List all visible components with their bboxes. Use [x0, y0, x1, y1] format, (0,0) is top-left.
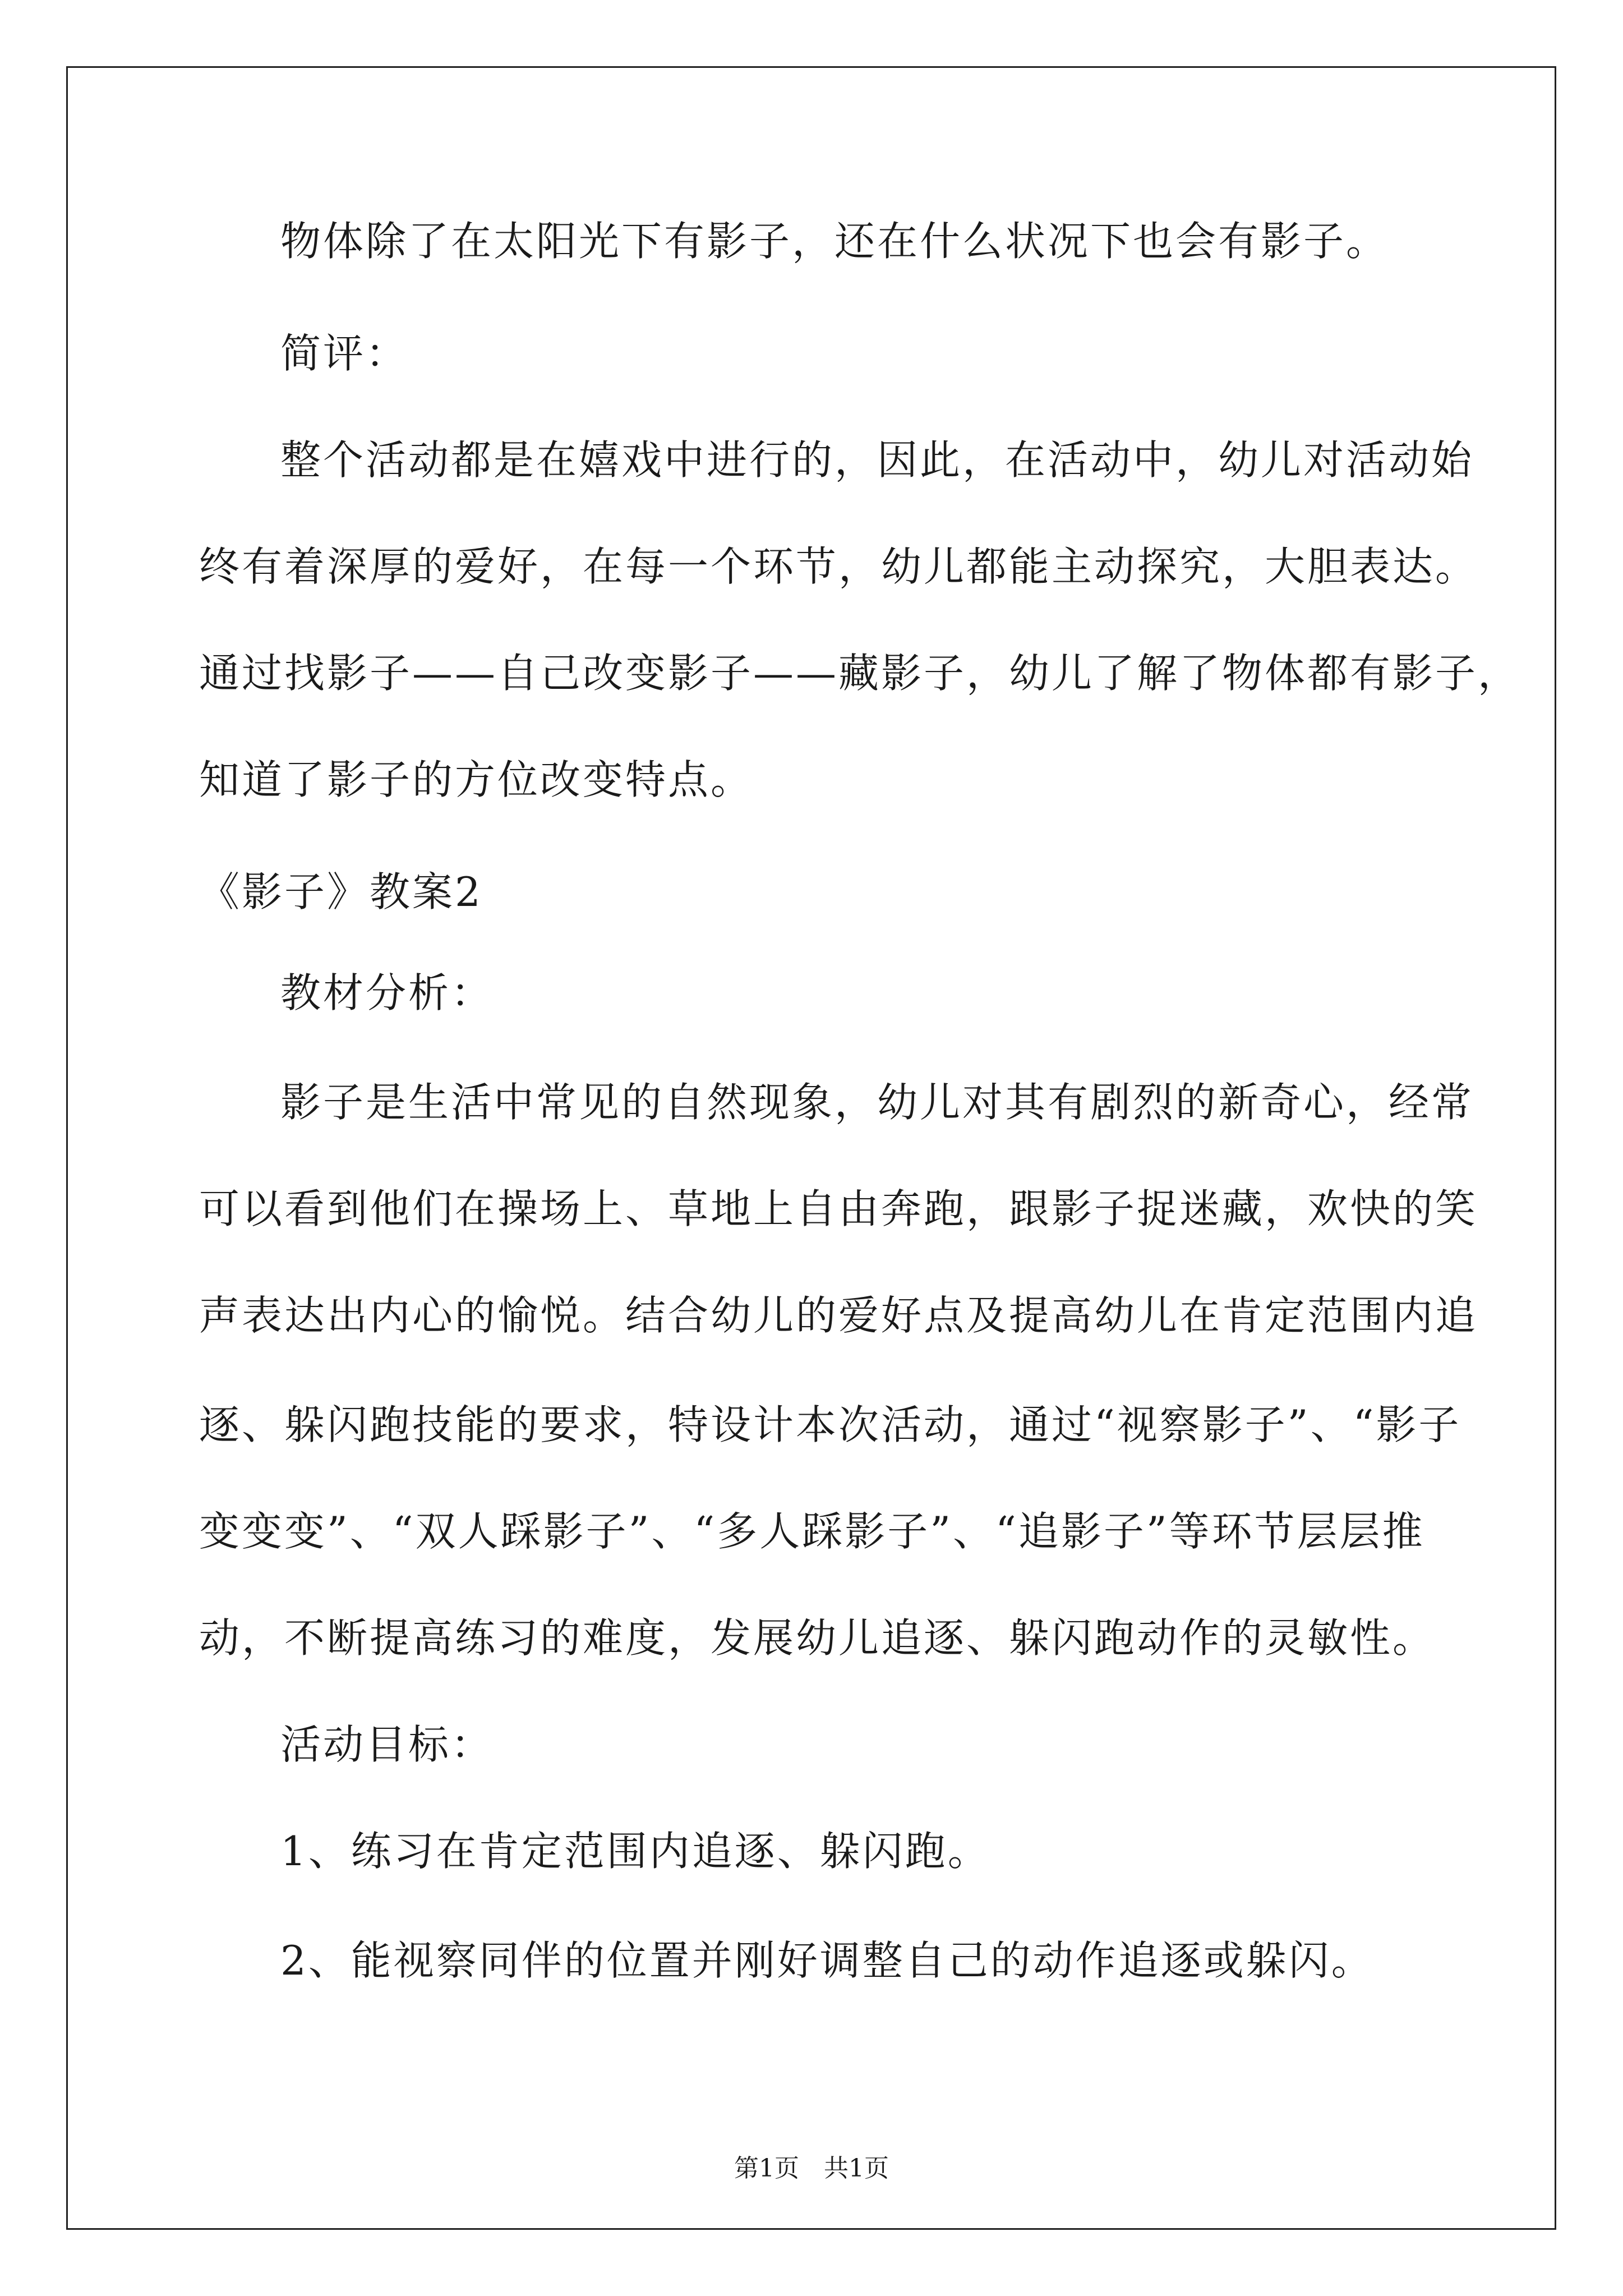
paragraph-line: 动，不断提高练习的难度，发展幼儿追逐、躲闪跑动作的灵敏性。 — [199, 1614, 1436, 1662]
paragraph-line: 影子是生活中常见的自然现象，幼儿对其有剧烈的新奇心，经常 — [280, 1079, 1474, 1126]
paragraph-line: 变变变”、“双人踩影子”、“多人踩影子”、“追影子”等环节层层推 — [199, 1508, 1425, 1555]
paragraph-line: 物体除了在太阳光下有影子，还在什么状况下也会有影子。 — [280, 218, 1389, 265]
section-heading-review: 简评： — [280, 330, 409, 377]
paragraph-line: 知道了影子的方位改变特点。 — [199, 756, 754, 803]
paragraph-line: 通过找影子——自己改变影子——藏影子，幼儿了解了物体都有影子， — [199, 650, 1521, 697]
paragraph-line: 可以看到他们在操场上、草地上自由奔跑，跟影子捉迷藏，欢快的笑 — [199, 1185, 1478, 1232]
paragraph-line: 整个活动都是在嬉戏中进行的，因此，在活动中，幼儿对活动始 — [280, 436, 1474, 484]
list-item: 1、练习在肯定范围内追逐、躲闪跑。 — [280, 1828, 990, 1875]
page-border — [66, 66, 1556, 2230]
paragraph-line: 逐、躲闪跑技能的要求，特设计本次活动，通过“视察影子”、“影子 — [199, 1401, 1461, 1448]
paragraph-line: 声表达出内心的愉悦。结合幼儿的爱好点及提高幼儿在肯定范围内追 — [199, 1292, 1478, 1339]
paragraph-line: 终有着深厚的爱好，在每一个环节，幼儿都能主动探究，大胆表达。 — [199, 543, 1478, 590]
section-heading-activity-goals: 活动目标： — [280, 1721, 494, 1768]
section-heading-material-analysis: 教材分析： — [280, 969, 494, 1016]
list-item: 2、能视察同伴的位置并刚好调整自己的动作追逐或躲闪。 — [280, 1937, 1374, 1984]
document-title: 《影子》教案2 — [199, 868, 483, 915]
page-number-footer: 第1页 共1页 — [734, 2154, 889, 2183]
